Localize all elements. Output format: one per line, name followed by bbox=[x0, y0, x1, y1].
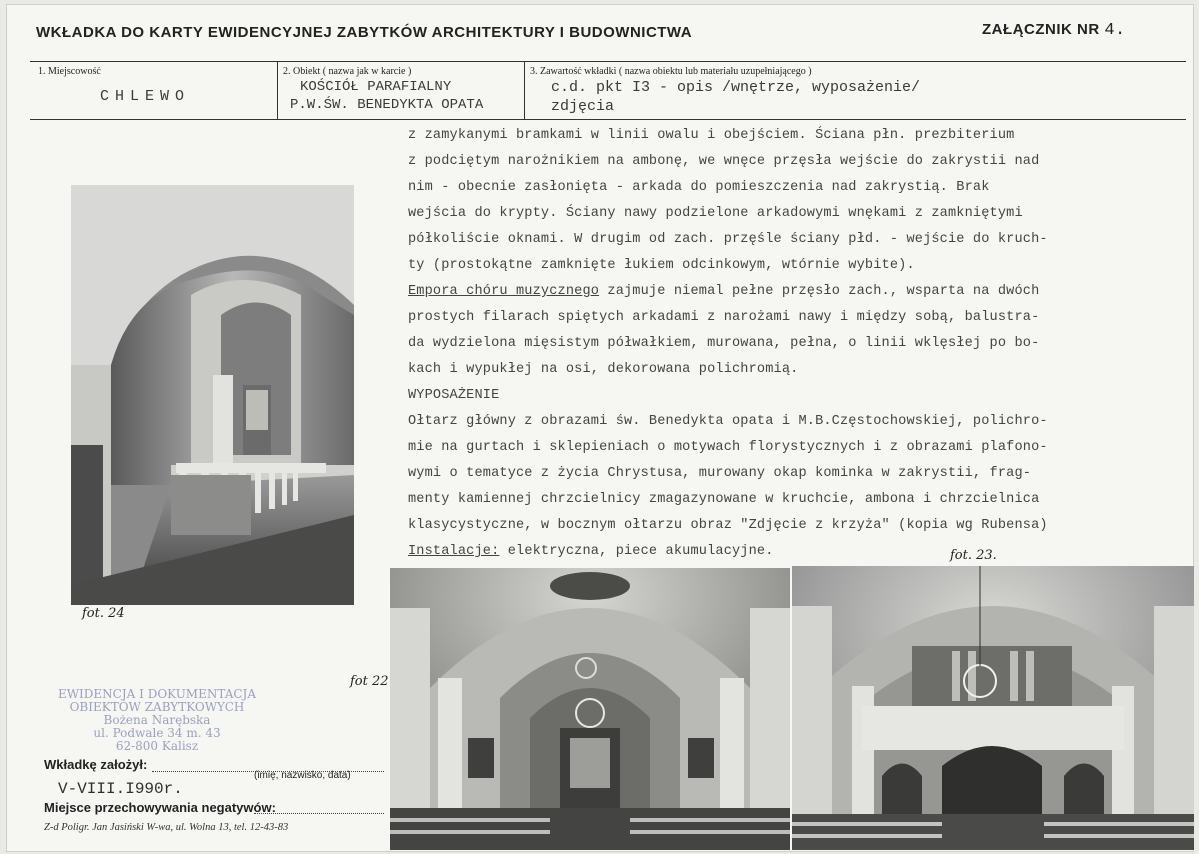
locality-label: 1. Miejscowość bbox=[38, 66, 101, 77]
locality-value: CHLEWO bbox=[100, 88, 191, 105]
description-line: menty kamiennej chrzcielnicy zmagazynowane w kruchcie, ambona i chrzcielnica bbox=[408, 492, 1040, 507]
object-value-line1: KOŚCIÓŁ PARAFIALNY bbox=[300, 79, 452, 95]
description-line: prostych filarach spiętych arkadami z narożami nawy i między sobą, balustra- bbox=[408, 310, 1040, 325]
stamp-line: 62-800 Kalisz bbox=[115, 739, 199, 753]
section-heading-installations: Instalacje: bbox=[408, 544, 500, 559]
photo-22-nave-altar bbox=[390, 568, 790, 850]
caption-photo-24: fot. 24 bbox=[82, 606, 125, 621]
description-fragment: zajmuje niemal pełne przęsło zach., wsparta na dwóch bbox=[599, 284, 1040, 299]
field-row-top-rule bbox=[30, 61, 1186, 62]
caption-photo-22: fot 22 bbox=[350, 674, 389, 689]
description-line: da wydzielona mięsistym półwałkiem, murowana, pełna, o linii wklęsłej po bo- bbox=[408, 336, 1040, 351]
photo-24-image bbox=[71, 185, 354, 605]
description-line: ty (prostokątne zamknięte łukiem odcinkowym, wtórnie wybite). bbox=[408, 258, 915, 273]
negatives-location-label: Miejsce przechowywania negatywów: bbox=[44, 800, 276, 815]
founded-by-value: V-VIII.I990r. bbox=[58, 780, 183, 798]
form-title: WKŁADKA DO KARTY EWIDENCYJNEJ ZABYTKÓW ARCHITEKTURY I BUDOWNICTWA bbox=[36, 24, 693, 41]
description-line: wymi o tematyce z życia Chrystusa, murowany okap kominka w zakrystii, frag- bbox=[408, 466, 1032, 481]
field-divider-2 bbox=[524, 61, 525, 119]
section-heading-choir-loft: Empora chóru muzycznego bbox=[408, 284, 600, 299]
section-heading-furnishings: WYPOSAŻENIE bbox=[408, 388, 500, 403]
description-line: półkoliście oknami. W drugim od zach. przęśle ściany płd. - wejście do kruch- bbox=[408, 232, 1048, 247]
field-row-bottom-rule bbox=[30, 119, 1186, 120]
stamp-line: EWIDENCJA I DOKUMENTACJA bbox=[57, 687, 257, 701]
description-text bbox=[408, 123, 1186, 565]
description-line: mie na gurtach i sklepieniach o motywach florystycznych i z obrazami plafono- bbox=[408, 440, 1048, 455]
description-fragment: elektryczna, piece akumulacyjne. bbox=[499, 544, 774, 559]
description-line: klasycystyczne, w bocznym ołtarzu obraz "Zdjęcie z krzyża" (kopia wg Rubensa) bbox=[408, 518, 1048, 533]
description-line: Ołtarz główny z obrazami św. Benedykta opata i M.B.Częstochowskiej, polichro- bbox=[408, 414, 1048, 429]
content-label: 3. Zawartość wkładki ( nazwa obiektu lub materiału uzupełniającego ) bbox=[530, 66, 812, 77]
negatives-location-dotted-line bbox=[254, 812, 384, 814]
description-line: z podciętym narożnikiem na ambonę, we wnęce przęsła wejście do zakrystii nad bbox=[408, 154, 1040, 169]
field-divider-1 bbox=[277, 61, 278, 119]
annex-label bbox=[982, 21, 1126, 40]
photo-24-side-aisle bbox=[71, 185, 354, 605]
description-line: nim - obecnie zasłonięta - arkada do pomieszczenia nad zakrystią. Brak bbox=[408, 180, 990, 195]
object-label: 2. Obiekt ( nazwa jak w karcie ) bbox=[283, 66, 412, 77]
content-value-line2: zdjęcia bbox=[551, 98, 615, 115]
founded-by-label: Wkładkę założył: bbox=[44, 757, 148, 772]
description-line: z zamykanymi bramkami w linii owalu i obejściem. Ściana płn. prezbiterium bbox=[408, 128, 1015, 143]
founded-by-hint: (imię, nazwisko, data) bbox=[254, 770, 351, 781]
annex-label-text: ZAŁĄCZNIK NR bbox=[982, 21, 1100, 38]
institution-stamp bbox=[52, 688, 262, 753]
stamp-line: ul. Podwale 34 m. 43 bbox=[93, 726, 221, 740]
content-value-line1: c.d. pkt I3 - opis /wnętrze, wyposażenie/ bbox=[551, 79, 921, 96]
stamp-line: OBIEKTÓW ZABYTKOWYCH bbox=[69, 700, 245, 714]
printer-imprint: Z-d Poligr. Jan Jasiński W-wa, ul. Wolna 13, tel. 12-43-83 bbox=[44, 822, 289, 833]
photo-23-choir-loft bbox=[792, 566, 1194, 850]
stamp-line: Bożena Narębska bbox=[103, 713, 211, 727]
description-line bbox=[408, 279, 1186, 305]
annex-number: 4. bbox=[1104, 21, 1126, 40]
description-line bbox=[408, 539, 1186, 565]
description-line: wejścia do krypty. Ściany nawy podzielone arkadowymi wnękami z zamkniętymi bbox=[408, 206, 1023, 221]
photo-23-image bbox=[792, 566, 1194, 850]
object-value-line2: P.W.ŚW. BENEDYKTA OPATA bbox=[290, 97, 484, 113]
photo-22-image bbox=[390, 568, 790, 850]
description-line: kach i wypukłej na osi, dekorowana polichromią. bbox=[408, 362, 799, 377]
caption-photo-23: fot. 23. bbox=[950, 548, 997, 563]
